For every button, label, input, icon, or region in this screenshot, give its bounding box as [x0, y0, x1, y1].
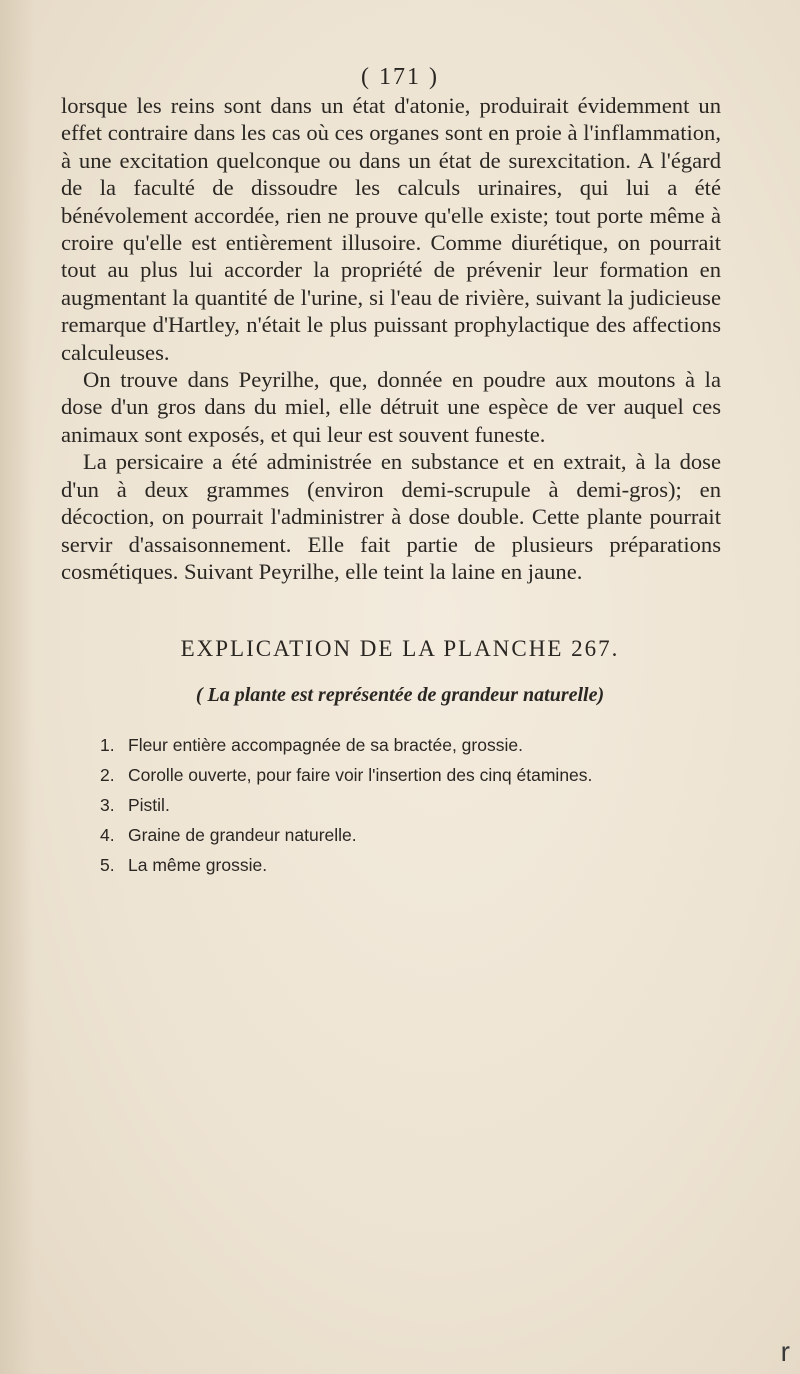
- legend-number: 4.: [100, 825, 115, 845]
- paragraph: La persicaire a été administrée en substance et en extrait, à la dose d'un à deux grammes (environ demi-scrupule à demi-gros); en décoction, on pourrait l'administrer à dose double. Cette plante pourrait servir d'assaisonnement. Elle fait partie de plusieurs préparations cosmétiques. Suivant Peyrilhe, elle teint la laine en jaune.: [61, 449, 721, 584]
- plate-legend: [100, 730, 720, 880]
- legend-number: 3.: [100, 795, 115, 815]
- paragraph: lorsque les reins sont dans un état d'atonie, produirait évidemment un effet contraire dans les cas où ces organes sont en proie à l'inflammation, à une excitation quelconque ou dans un état de surexcitation. A l'égard de la faculté de dissoudre les calculs urinaires, qui lui a été bénévolement accordée, rien ne prouve qu'elle existe; tout porte même à croire qu'elle est entièrement illusoire. Comme diurétique, on pourrait tout au plus lui accorder la propriété de prévenir leur formation en augmentant la quantité de l'urine, si l'eau de rivière, suivant la judicieuse remarque d'Hartley, n'était le plus puissant prophylactique des affections calculeuses.: [61, 93, 721, 365]
- legend-item: [100, 730, 720, 760]
- legend-number: 2.: [100, 765, 115, 785]
- body-text: [61, 92, 721, 585]
- legend-item: [100, 790, 720, 820]
- legend-text: Graine de grandeur naturelle.: [128, 825, 357, 845]
- legend-text: Fleur entière accompagnée de sa bractée, grossie.: [128, 735, 523, 755]
- corner-mark: r: [780, 1336, 790, 1367]
- legend-text: La même grossie.: [128, 855, 268, 875]
- legend-number: 5.: [100, 855, 115, 875]
- plate-scale-note: ( La plante est représentée de grandeur naturelle): [195, 684, 605, 706]
- legend-item: [100, 760, 720, 790]
- paragraph: On trouve dans Peyrilhe, que, donnée en poudre aux moutons à la dose d'un gros dans du miel, elle détruit une espèce de ver auquel ces animaux sont exposés, et qui leur est souvent funeste.: [61, 367, 721, 447]
- legend-text: Pistil.: [128, 795, 170, 815]
- legend-number: 1.: [100, 735, 115, 755]
- legend-text: Corolle ouverte, pour faire voir l'insertion des cinq étamines.: [128, 765, 593, 785]
- legend-item: [100, 820, 720, 850]
- page-number: ( 171 ): [361, 64, 439, 90]
- legend-item: [100, 850, 720, 880]
- plate-explanation-heading: EXPLICATION DE LA PLANCHE 267.: [180, 636, 620, 661]
